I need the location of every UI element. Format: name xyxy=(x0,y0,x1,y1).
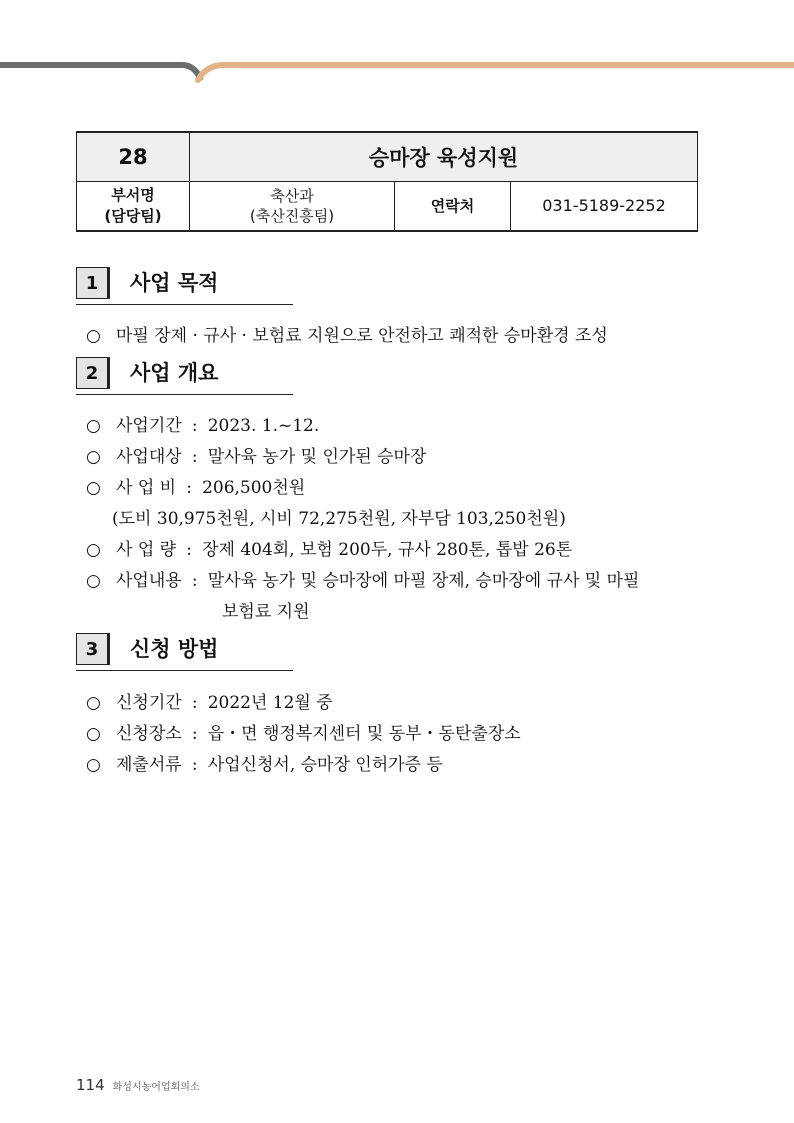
item-text: 마필 장제 · 규사 · 보험료 지원으로 안전하고 쾌적한 승마환경 조성 xyxy=(116,326,608,346)
item-colon: : xyxy=(191,724,198,744)
section-title: 사업 목적 xyxy=(130,271,219,295)
contact-label: 연락처 xyxy=(395,182,511,232)
item-value: 2022년 12월 중 xyxy=(207,693,333,713)
section-heading-purpose xyxy=(76,266,293,305)
item-label: 제출서류 xyxy=(116,755,182,775)
circle-bullet-icon: ○ xyxy=(86,540,101,560)
circle-bullet-icon: ○ xyxy=(86,724,101,744)
department-value xyxy=(190,182,395,232)
item-label: 사 업 량 xyxy=(116,540,177,560)
item-label: 사 업 비 xyxy=(116,478,177,498)
footer-organization: 화성시농어업회의소 xyxy=(112,1082,200,1093)
page-number: 114 xyxy=(76,1076,105,1094)
item-value: 사업신청서, 승마장 인허가증 등 xyxy=(207,755,443,775)
item-colon: : xyxy=(191,693,198,713)
item-label: 사업내용 xyxy=(116,571,182,591)
section-heading-application xyxy=(76,632,293,671)
item-value: 206,500천원 xyxy=(202,478,306,498)
section-title: 사업 개요 xyxy=(130,361,219,385)
application-item-place xyxy=(86,722,754,746)
department-label-line2: (담당팀) xyxy=(104,207,162,225)
department-label xyxy=(77,182,190,232)
item-colon: : xyxy=(191,755,198,775)
content-continuation: 보험료 지원 xyxy=(222,602,310,622)
item-value: 말사육 농가 및 승마장에 마필 장제, 승마장에 규사 및 마필 xyxy=(207,571,640,591)
application-item-documents xyxy=(86,753,754,777)
circle-bullet-icon: ○ xyxy=(86,478,101,498)
contact-value: 031-5189-2252 xyxy=(511,182,698,232)
circle-bullet-icon: ○ xyxy=(86,326,101,346)
overview-item-period xyxy=(86,414,754,438)
item-label: 신청기간 xyxy=(116,693,182,713)
item-label: 신청장소 xyxy=(116,724,182,744)
program-number: 28 xyxy=(77,132,190,182)
overview-item-budget xyxy=(86,476,754,500)
top-decorative-bar xyxy=(0,0,794,90)
item-colon: : xyxy=(186,478,192,498)
section-number: 3 xyxy=(76,633,110,665)
section-number: 1 xyxy=(76,267,110,299)
budget-breakdown: (도비 30,975천원, 시비 72,275천원, 자부담 103,250천원) xyxy=(112,509,566,529)
purpose-item xyxy=(86,324,754,348)
circle-bullet-icon: ○ xyxy=(86,755,101,775)
circle-bullet-icon: ○ xyxy=(86,571,101,591)
item-value: 말사육 농가 및 인가된 승마장 xyxy=(207,447,427,467)
department-value-line1: 축산과 xyxy=(270,187,314,205)
section-number: 2 xyxy=(76,357,110,389)
section-heading-overview xyxy=(76,356,293,395)
item-colon: : xyxy=(191,416,198,436)
application-item-period xyxy=(86,691,754,715)
department-label-line1: 부서명 xyxy=(111,186,155,204)
item-colon: : xyxy=(191,447,198,467)
overview-item-content xyxy=(86,569,754,593)
department-value-line2: (축산진흥팀) xyxy=(249,207,335,225)
circle-bullet-icon: ○ xyxy=(86,447,101,467)
item-value: 읍・면 행정복지센터 및 동부・동탄출장소 xyxy=(207,724,521,744)
program-title: 승마장 육성지원 xyxy=(190,132,698,182)
program-info-table xyxy=(76,131,698,232)
overview-item-quantity xyxy=(86,538,754,562)
item-value: 2023. 1.~12. xyxy=(207,416,320,436)
page-footer xyxy=(76,1075,200,1094)
circle-bullet-icon: ○ xyxy=(86,693,101,713)
circle-bullet-icon: ○ xyxy=(86,416,101,436)
overview-item-target xyxy=(86,445,754,469)
item-value: 장제 404회, 보험 200두, 규사 280톤, 톱밥 26톤 xyxy=(202,540,573,560)
item-colon: : xyxy=(186,540,192,560)
section-title: 신청 방법 xyxy=(130,637,219,661)
item-label: 사업대상 xyxy=(116,447,182,467)
item-label: 사업기간 xyxy=(116,416,182,436)
item-colon: : xyxy=(191,571,198,591)
